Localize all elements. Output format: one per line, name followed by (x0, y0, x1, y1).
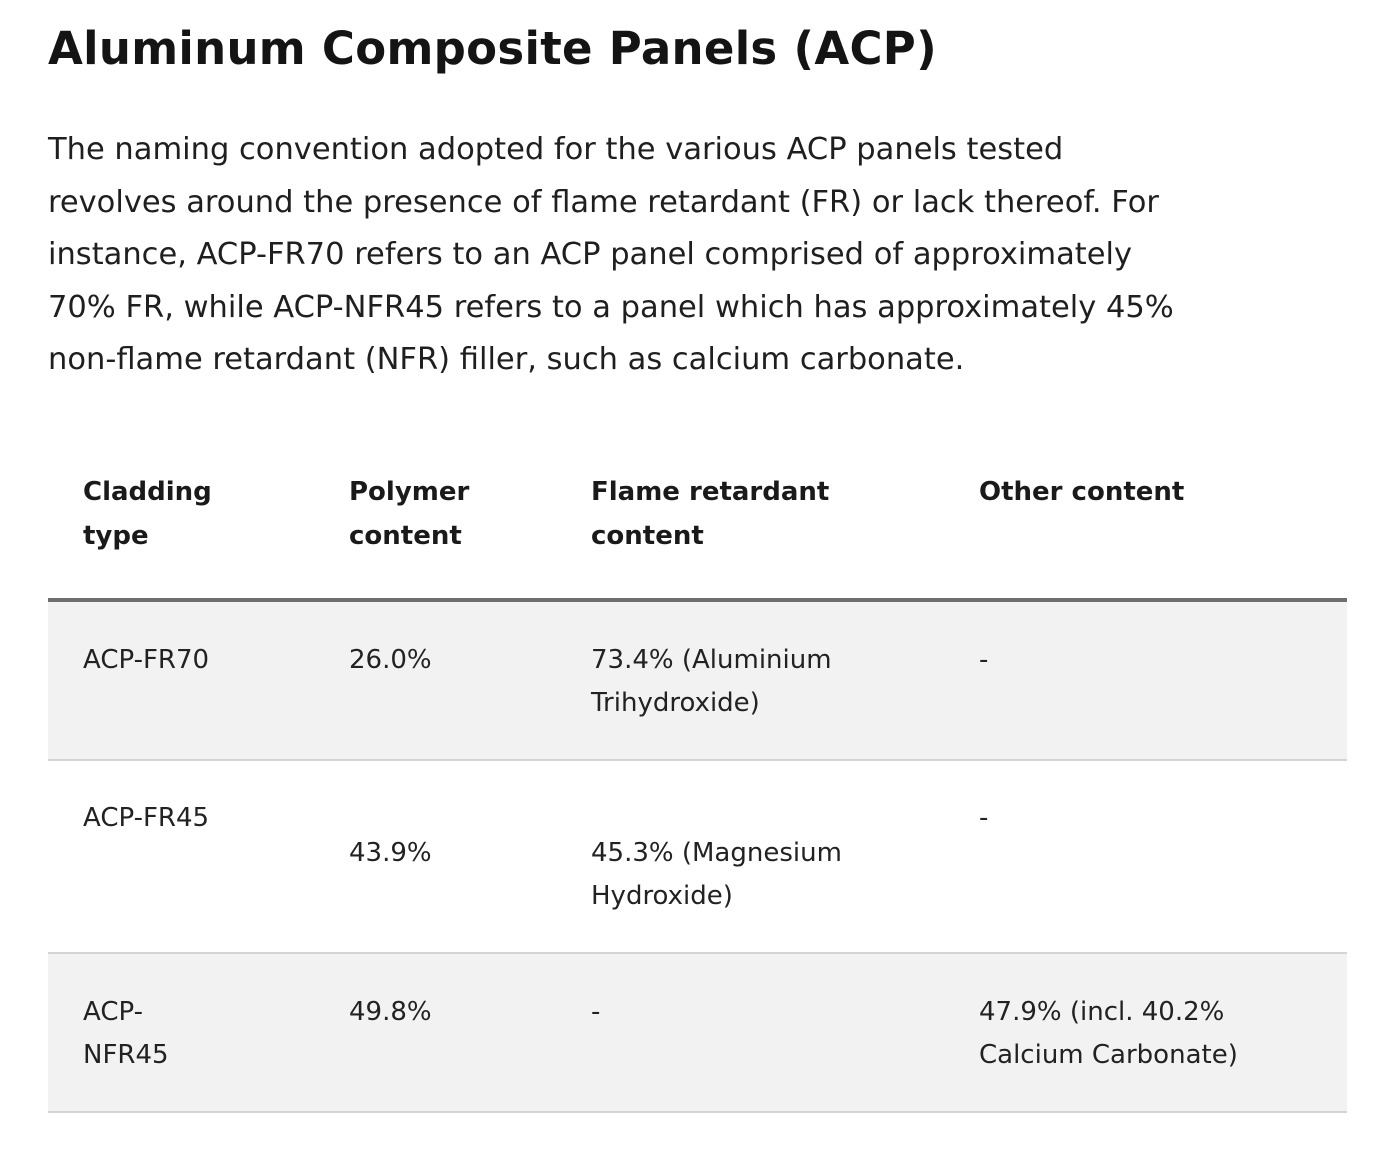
cell-polymer-content: 49.8% (314, 953, 556, 1112)
page-title: Aluminum Composite Panels (ACP) (48, 22, 937, 75)
intro-line: 70% FR, while ACP-NFR45 refers to a panel which has approximately 45% (48, 289, 1174, 325)
cell-flame-retardant-content: 45.3% (Magnesium Hydroxide) (556, 760, 944, 953)
cladding-composition-table (48, 460, 1347, 1113)
cell-polymer-content: 43.9% (314, 760, 556, 953)
cell-other-content: 47.9% (incl. 40.2% Calcium Carbonate) (944, 953, 1347, 1112)
table-row (48, 760, 1347, 953)
intro-line: The naming convention adopted for the various ACP panels tested (48, 132, 1064, 167)
cell-cladding-type: ACP-FR70 (48, 600, 314, 760)
cell-flame-retardant-content: 73.4% (Aluminium Trihydroxide) (556, 600, 944, 760)
table-header-row (48, 460, 1347, 600)
intro-line: revolves around the presence of flame retardant (FR) or lack thereof. For (48, 184, 1159, 220)
cell-cladding-type: ACP-FR45 (48, 760, 314, 953)
header-cladding-type: Cladding type (48, 460, 314, 600)
intro-line: instance, ACP-FR70 refers to an ACP panel comprised of approximately (48, 237, 1133, 272)
cell-other-content: - (944, 760, 1347, 953)
cell-cladding-type: ACP- NFR45 (48, 953, 314, 1112)
cell-polymer-content: 26.0% (314, 600, 556, 760)
header-polymer-content: Polymer content (314, 460, 556, 600)
intro-paragraph (48, 124, 1348, 387)
intro-line: non-flame retardant (NFR) filler, such as calcium carbonate. (48, 342, 965, 377)
table-row (48, 600, 1347, 760)
header-other-content: Other content (944, 460, 1347, 600)
cell-flame-retardant-content: - (556, 953, 944, 1112)
cell-other-content: - (944, 600, 1347, 760)
table-row (48, 953, 1347, 1112)
header-flame-retardant-content: Flame retardant content (556, 460, 944, 600)
